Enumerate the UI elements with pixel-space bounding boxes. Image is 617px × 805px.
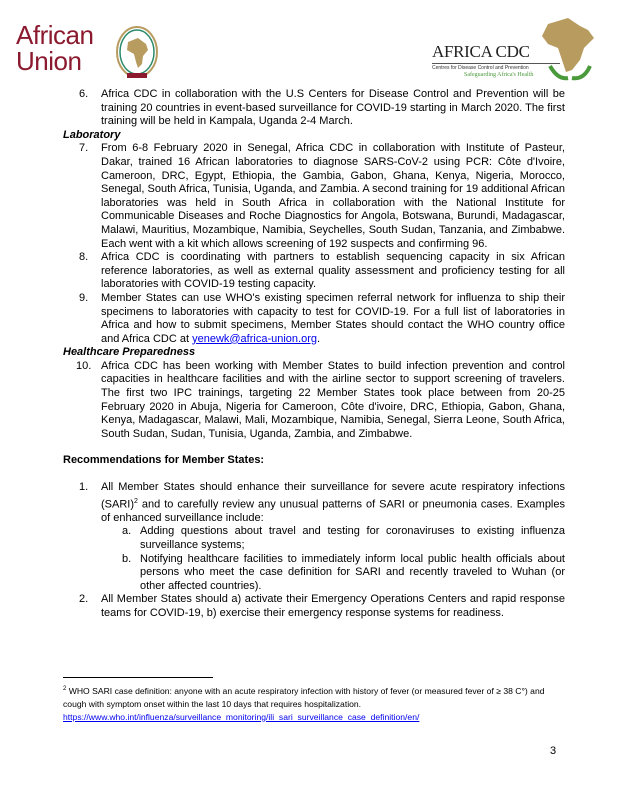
section-heading-healthcare: Healthcare Preparedness — [63, 346, 196, 359]
cdc-logo-title: AFRICA CDC — [432, 42, 530, 61]
african-union-logo — [16, 22, 146, 82]
list-item — [63, 481, 565, 525]
item-number: 1. — [79, 481, 89, 494]
item-text: All Member States should enhance their surveillance for severe acute respiratory infections (SARI) — [101, 481, 565, 511]
cdc-logo-subtitle: Centres for Disease Control and Prevention — [432, 63, 560, 71]
item-text: Africa CDC in collaboration with the U.S Centers for Disease Control and Prevention will be training 20 countries in event-based surveillance for COVID-19 starting in March 2020. The first training will be held in Kampala, Uganda 2-4 March. — [101, 88, 565, 128]
item-number: 7. — [79, 142, 89, 155]
email-link[interactable]: yenewk@africa-union.org — [192, 332, 317, 345]
cdc-logo-tagline: Safeguarding Africa's Health — [464, 72, 534, 78]
list-item — [63, 251, 565, 292]
section-heading-recommendations: Recommendations for Member States: — [63, 454, 265, 467]
list-item — [63, 292, 565, 346]
item-text: and to carefully review any unusual patterns of SARI or pneumonia cases. Examples of enhanced surveillance include: — [101, 498, 565, 524]
item-number: 8. — [79, 251, 89, 264]
item-text: Member States can use WHO's existing specimen referral network for influenza to ship their specimens to laboratories with capacity to test for COVID-19. For a full list of laboratories in Africa and how to submit specimens, Member States should contact the WHO country office and Africa CDC at — [101, 291, 565, 345]
footnote-number: 2 — [63, 686, 67, 692]
footnote-text: WHO SARI case definition: anyone with an acute respiratory infection with history of fever (or measured fever of ≥ 38 C°) and cough with symptom onset within the last 10 days that requires hospitalization. — [63, 685, 545, 709]
sub-list-item — [63, 553, 565, 594]
item-text: All Member States should a) activate their Emergency Operations Centers and rapid response teams for COVID-19, b) exercise their emergency response systems for readiness. — [101, 593, 565, 620]
item-text: Africa CDC has been working with Member States to build infection prevention and control capacities in healthcare facilities and with the airline sector to support screening of travelers. The first two IPC trainings, targeting 22 Member States took place between from 20-25 February 2020 in Abuja, Nigeria for Cameroon, Côte d'ivoire, DRC, Ethiopia, Gabon, Ghana, Kenya, Madagascar, Malawi, Mali, Mozambique, Namibia, Senegal, Sierra Leone, South Africa, South Sudan, Sudan, Tunisia, Uganda, Zambia, and Zimbabwe. — [101, 359, 565, 440]
item-number: 2. — [79, 593, 89, 606]
page-number: 3 — [550, 745, 557, 757]
list-item — [63, 593, 565, 620]
au-logo-text: African Union — [16, 20, 94, 76]
item-text-end: . — [317, 332, 321, 345]
section-heading-laboratory: Laboratory — [63, 128, 121, 141]
item-text: From 6-8 February 2020 in Senegal, Africa CDC in collaboration with Institute of Pasteur, Dakar, trained 16 African laboratories to diagnose SARS-CoV-2 using PCR: Côte d'Ivoire, Cameroon, DRC, Egypt, Ethiopia, the Gambia, Gabon, Ghana, Kenya, Nigeria, Morocco, Senegal, South Africa, Tunisia, Uganda, and Zambia. A second training for 19 additional African laboratories was held in South Africa in collaboration with the National Institute for Communicable Diseases and Roche Diagnostics for Angola, Botswana, Burundi, Madagascar, Malawi, Mauritius, Mozambique, Namibia, Seychelles, South Sudan, Tanzania, and Zimbabwe. Each went with a kit which allows screening of 192 suspects and confirming 96. — [101, 142, 565, 250]
sub-item-letter: a. — [122, 525, 132, 538]
au-emblem-icon — [114, 26, 160, 82]
africa-cdc-logo — [428, 16, 608, 82]
sub-list-item — [63, 525, 565, 552]
footnote-ref: 2 — [134, 497, 138, 505]
footnote-link[interactable]: https://www.who.int/influenza/surveillance_monitoring/ili_sari_surveillance_case_definition/en/ — [63, 711, 420, 722]
item-number: 9. — [79, 291, 89, 304]
africa-map-icon — [528, 16, 608, 82]
document-body — [63, 88, 565, 621]
list-item — [63, 88, 565, 129]
item-text: Africa CDC is coordinating with partners to establish sequencing capacity in six African reference laboratories, as well as external quality assessment and proficiency testing for all laboratories with COVID-19 testing capacity. — [101, 251, 565, 291]
sub-item-text: Notifying healthcare facilities to immediately inform local public health officials about persons who meet the case definition for SARI and recently traveled to Wuhan (or other affected countries). — [140, 552, 565, 592]
footnote-divider — [63, 677, 213, 678]
item-number: 10. — [76, 359, 92, 372]
list-item — [63, 360, 565, 442]
list-item — [63, 142, 565, 251]
footnote — [63, 683, 553, 724]
sub-item-text: Adding questions about travel and testing for coronaviruses to existing influenza surveillance systems; — [140, 525, 565, 552]
sub-item-letter: b. — [122, 552, 132, 565]
item-number: 6. — [79, 88, 89, 100]
